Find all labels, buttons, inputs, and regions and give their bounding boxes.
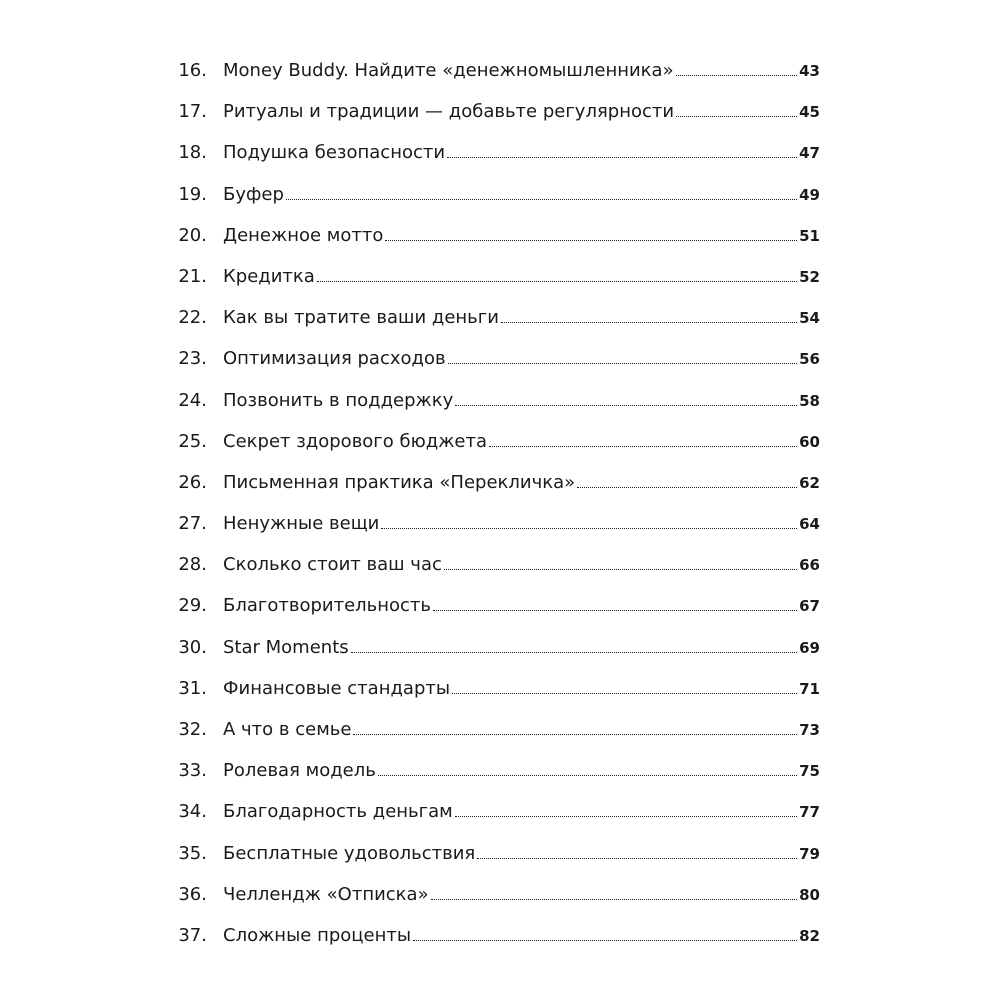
- toc-entry-title: Ролевая модель: [223, 760, 376, 782]
- toc-entry-line: [223, 759, 820, 783]
- toc-entry-number: 32.: [178, 719, 207, 740]
- toc-entry[interactable]: [0, 543, 1000, 584]
- toc-entry-page: 60: [799, 432, 820, 451]
- toc-entry-title: Как вы тратите ваши деньги: [223, 307, 499, 329]
- toc-entry[interactable]: [0, 255, 1000, 296]
- toc-entry-page: 58: [799, 391, 820, 410]
- toc-entry-line: [223, 224, 820, 248]
- toc-entry[interactable]: [0, 296, 1000, 337]
- toc-entry-number: 33.: [178, 760, 207, 782]
- toc-entry-title: Позвонить в поддержку: [223, 389, 454, 411]
- toc-entry-number: 35.: [178, 842, 207, 864]
- dot-leader: [353, 734, 797, 735]
- toc-entry[interactable]: [0, 214, 1000, 255]
- toc-entry-number: 19.: [178, 183, 207, 205]
- toc-entry-page: 43: [799, 62, 820, 80]
- toc-entry[interactable]: [0, 873, 1000, 914]
- toc-entry-number: 16.: [178, 60, 207, 81]
- toc-entry-number: 17.: [178, 101, 207, 123]
- toc-entry-page: 82: [799, 926, 820, 945]
- toc-entry-number: 18.: [178, 142, 207, 164]
- toc-entry[interactable]: [0, 914, 1000, 955]
- toc-entry-page: 47: [799, 144, 820, 163]
- dot-leader: [501, 322, 797, 323]
- toc-entry-line: [223, 100, 820, 124]
- toc-entry-title: Ненужные вещи: [223, 513, 380, 535]
- toc-entry-line: [223, 883, 820, 907]
- toc-entry-line: [223, 842, 820, 866]
- dot-leader: [577, 487, 797, 488]
- toc-entry[interactable]: [0, 379, 1000, 420]
- toc-entry-page: 49: [799, 185, 820, 204]
- toc-entry-title: Челлендж «Отписка»: [223, 883, 429, 905]
- dot-leader: [381, 528, 797, 529]
- toc-entry-page: 52: [799, 267, 820, 286]
- table-of-contents: [0, 49, 1000, 955]
- toc-entry-number: 20.: [178, 224, 207, 246]
- toc-entry[interactable]: [0, 502, 1000, 543]
- toc-entry[interactable]: [0, 708, 1000, 749]
- toc-entry[interactable]: [0, 131, 1000, 172]
- toc-entry-number: 34.: [178, 801, 207, 823]
- toc-entry-number: 22.: [178, 307, 207, 329]
- toc-entry-title: Секрет здорового бюджета: [223, 430, 488, 452]
- toc-entry-page: 56: [799, 350, 820, 369]
- toc-entry-page: 66: [799, 556, 820, 575]
- toc-entry-line: [223, 800, 820, 824]
- toc-entry-title: Подушка безопасности: [223, 142, 446, 164]
- toc-entry[interactable]: [0, 173, 1000, 214]
- toc-entry-title: Сколько стоит ваш час: [223, 554, 442, 576]
- toc-entry[interactable]: [0, 626, 1000, 667]
- dot-leader: [431, 899, 798, 900]
- toc-entry-title: Money Buddy. Найдите «денежномышленника»: [223, 60, 674, 81]
- dot-leader: [489, 446, 797, 447]
- toc-entry-title: А что в семье: [223, 719, 352, 740]
- toc-entry-number: 30.: [178, 636, 207, 658]
- toc-entry-number: 37.: [178, 924, 207, 946]
- toc-entry-title: Бесплатные удовольствия: [223, 842, 476, 864]
- toc-entry-line: [223, 347, 820, 371]
- dot-leader: [676, 75, 798, 76]
- toc-entry-title: Благодарность деньгам: [223, 801, 453, 823]
- toc-entry-title: Благотворительность: [223, 595, 432, 617]
- toc-entry-title: Оптимизация расходов: [223, 348, 446, 370]
- toc-entry-line: [223, 594, 820, 618]
- toc-entry-title: Ритуалы и традиции — добавьте регулярности: [223, 101, 675, 123]
- toc-entry-line: [223, 59, 820, 83]
- toc-entry[interactable]: [0, 749, 1000, 790]
- dot-leader: [433, 610, 797, 611]
- toc-entry[interactable]: [0, 461, 1000, 502]
- toc-entry[interactable]: [0, 337, 1000, 378]
- toc-entry-line: [223, 306, 820, 330]
- dot-leader: [447, 157, 797, 158]
- dot-leader: [448, 363, 798, 364]
- toc-entry-page: 51: [799, 226, 820, 245]
- toc-entry-line: [223, 924, 820, 948]
- toc-entry-title: Сложные проценты: [223, 924, 412, 946]
- toc-entry-title: Буфер: [223, 183, 284, 205]
- toc-entry-title: Финансовые стандарты: [223, 677, 451, 699]
- dot-leader: [413, 940, 797, 941]
- toc-entry[interactable]: [0, 420, 1000, 461]
- toc-entry[interactable]: [0, 667, 1000, 708]
- dot-leader: [378, 775, 797, 776]
- dot-leader: [676, 116, 797, 117]
- toc-entry[interactable]: [0, 790, 1000, 831]
- toc-entry-page: 67: [799, 597, 820, 616]
- toc-entry-number: 31.: [178, 677, 207, 699]
- toc-entry-page: 75: [799, 762, 820, 781]
- toc-entry-line: [223, 141, 820, 165]
- toc-entry-line: [223, 512, 820, 536]
- toc-entry-title: Star Moments: [223, 636, 349, 658]
- toc-entry-page: 64: [799, 515, 820, 534]
- toc-entry-number: 23.: [178, 348, 207, 370]
- toc-entry-page: 62: [799, 473, 820, 492]
- dot-leader: [444, 569, 797, 570]
- toc-entry-page: 73: [799, 721, 820, 739]
- toc-entry-page: 77: [799, 803, 820, 822]
- dot-leader: [455, 405, 797, 406]
- toc-entry-page: 71: [799, 679, 820, 698]
- toc-entry-page: 80: [799, 885, 820, 904]
- dot-leader: [385, 240, 797, 241]
- toc-entry-title: Письменная практика «Перекличка»: [223, 471, 576, 493]
- toc-entry-line: [223, 636, 820, 660]
- toc-entry-number: 25.: [178, 430, 207, 452]
- toc-entry-line: [223, 389, 820, 413]
- toc-entry-number: 27.: [178, 513, 207, 535]
- toc-entry-page: 45: [799, 103, 820, 122]
- toc-entry-number: 21.: [178, 265, 207, 287]
- toc-entry-line: [223, 183, 820, 207]
- toc-entry-line: [223, 430, 820, 454]
- toc-entry-number: 24.: [178, 389, 207, 411]
- toc-entry-number: 28.: [178, 554, 207, 576]
- toc-entry[interactable]: [0, 90, 1000, 131]
- toc-entry-line: [223, 471, 820, 495]
- toc-entry-title: Денежное мотто: [223, 224, 384, 246]
- toc-entry-page: 54: [799, 309, 820, 328]
- toc-entry-number: 29.: [178, 595, 207, 617]
- toc-entry-line: [223, 677, 820, 701]
- toc-entry-page: 69: [799, 638, 820, 657]
- dot-leader: [477, 858, 797, 859]
- dot-leader: [452, 693, 797, 694]
- toc-entry[interactable]: [0, 49, 1000, 90]
- toc-entry-number: 36.: [178, 883, 207, 905]
- dot-leader: [455, 816, 797, 817]
- toc-entry[interactable]: [0, 832, 1000, 873]
- toc-entry-title: Кредитка: [223, 265, 315, 287]
- toc-entry-number: 26.: [178, 471, 207, 493]
- toc-entry-line: [223, 718, 820, 742]
- dot-leader: [317, 281, 797, 282]
- toc-entry-line: [223, 553, 820, 577]
- dot-leader: [286, 199, 797, 200]
- toc-entry-line: [223, 265, 820, 289]
- toc-entry-page: 79: [799, 844, 820, 863]
- toc-entry[interactable]: [0, 584, 1000, 625]
- dot-leader: [351, 652, 797, 653]
